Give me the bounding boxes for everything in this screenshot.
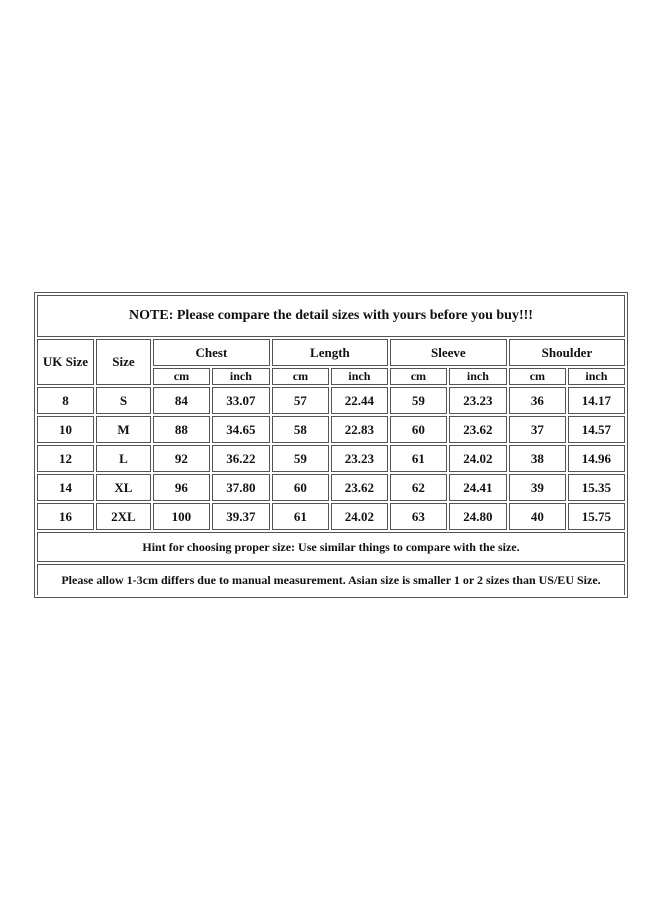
- cell-length-cm: 61: [272, 503, 329, 530]
- cell-length-cm: 60: [272, 474, 329, 501]
- header-length: Length: [272, 339, 388, 366]
- cell-chest-inch: 36.22: [212, 445, 270, 472]
- unit-sleeve-cm: cm: [390, 368, 447, 385]
- header-sleeve: Sleeve: [390, 339, 507, 366]
- cell-chest-cm: 96: [153, 474, 210, 501]
- header-chest: Chest: [153, 339, 270, 366]
- cell-size: 2XL: [96, 503, 151, 530]
- cell-shoulder-inch: 14.57: [568, 416, 625, 443]
- cell-sleeve-inch: 24.41: [449, 474, 507, 501]
- allowance-text: Please allow 1-3cm differs due to manual measurement. Asian size is smaller 1 or 2 sizes than US/EU Size.: [37, 564, 625, 595]
- cell-sleeve-inch: 23.62: [449, 416, 507, 443]
- cell-chest-cm: 88: [153, 416, 210, 443]
- cell-length-inch: 23.62: [331, 474, 388, 501]
- cell-sleeve-inch: 24.80: [449, 503, 507, 530]
- cell-sleeve-cm: 62: [390, 474, 447, 501]
- hint-row: [37, 532, 625, 562]
- header-shoulder: Shoulder: [509, 339, 625, 366]
- unit-length-inch: inch: [331, 368, 388, 385]
- cell-shoulder-cm: 40: [509, 503, 566, 530]
- header-size: Size: [96, 339, 151, 385]
- cell-shoulder-inch: 15.75: [568, 503, 625, 530]
- cell-uk-size: 14: [37, 474, 94, 501]
- cell-sleeve-cm: 63: [390, 503, 447, 530]
- table-row: [37, 416, 625, 443]
- header-uk-size: UK Size: [37, 339, 94, 385]
- cell-size: M: [96, 416, 151, 443]
- note-row: [37, 295, 625, 337]
- header-row: [37, 339, 625, 366]
- cell-sleeve-inch: 24.02: [449, 445, 507, 472]
- cell-uk-size: 8: [37, 387, 94, 414]
- cell-chest-cm: 84: [153, 387, 210, 414]
- cell-length-inch: 22.83: [331, 416, 388, 443]
- allowance-row: [37, 564, 625, 595]
- cell-sleeve-cm: 61: [390, 445, 447, 472]
- hint-text: Hint for choosing proper size: Use similar things to compare with the size.: [37, 532, 625, 562]
- unit-shoulder-inch: inch: [568, 368, 625, 385]
- unit-sleeve-inch: inch: [449, 368, 507, 385]
- cell-size: XL: [96, 474, 151, 501]
- cell-shoulder-inch: 14.17: [568, 387, 625, 414]
- cell-length-inch: 23.23: [331, 445, 388, 472]
- cell-uk-size: 16: [37, 503, 94, 530]
- cell-chest-inch: 39.37: [212, 503, 270, 530]
- cell-shoulder-cm: 39: [509, 474, 566, 501]
- cell-shoulder-inch: 15.35: [568, 474, 625, 501]
- table-row: [37, 445, 625, 472]
- cell-chest-inch: 33.07: [212, 387, 270, 414]
- cell-chest-inch: 37.80: [212, 474, 270, 501]
- cell-chest-inch: 34.65: [212, 416, 270, 443]
- table-row: [37, 474, 625, 501]
- cell-size: S: [96, 387, 151, 414]
- cell-size: L: [96, 445, 151, 472]
- cell-length-cm: 58: [272, 416, 329, 443]
- cell-length-cm: 59: [272, 445, 329, 472]
- table-row: [37, 387, 625, 414]
- cell-sleeve-cm: 59: [390, 387, 447, 414]
- cell-shoulder-inch: 14.96: [568, 445, 625, 472]
- unit-chest-cm: cm: [153, 368, 210, 385]
- cell-shoulder-cm: 38: [509, 445, 566, 472]
- cell-length-inch: 24.02: [331, 503, 388, 530]
- table-row: [37, 503, 625, 530]
- cell-sleeve-cm: 60: [390, 416, 447, 443]
- unit-chest-inch: inch: [212, 368, 270, 385]
- size-chart-table: [34, 292, 628, 598]
- cell-sleeve-inch: 23.23: [449, 387, 507, 414]
- cell-uk-size: 12: [37, 445, 94, 472]
- cell-chest-cm: 92: [153, 445, 210, 472]
- cell-chest-cm: 100: [153, 503, 210, 530]
- cell-length-cm: 57: [272, 387, 329, 414]
- size-chart: [34, 292, 628, 598]
- unit-length-cm: cm: [272, 368, 329, 385]
- cell-length-inch: 22.44: [331, 387, 388, 414]
- unit-shoulder-cm: cm: [509, 368, 566, 385]
- note-text: NOTE: Please compare the detail sizes with yours before you buy!!!: [37, 295, 625, 337]
- cell-shoulder-cm: 36: [509, 387, 566, 414]
- cell-uk-size: 10: [37, 416, 94, 443]
- cell-shoulder-cm: 37: [509, 416, 566, 443]
